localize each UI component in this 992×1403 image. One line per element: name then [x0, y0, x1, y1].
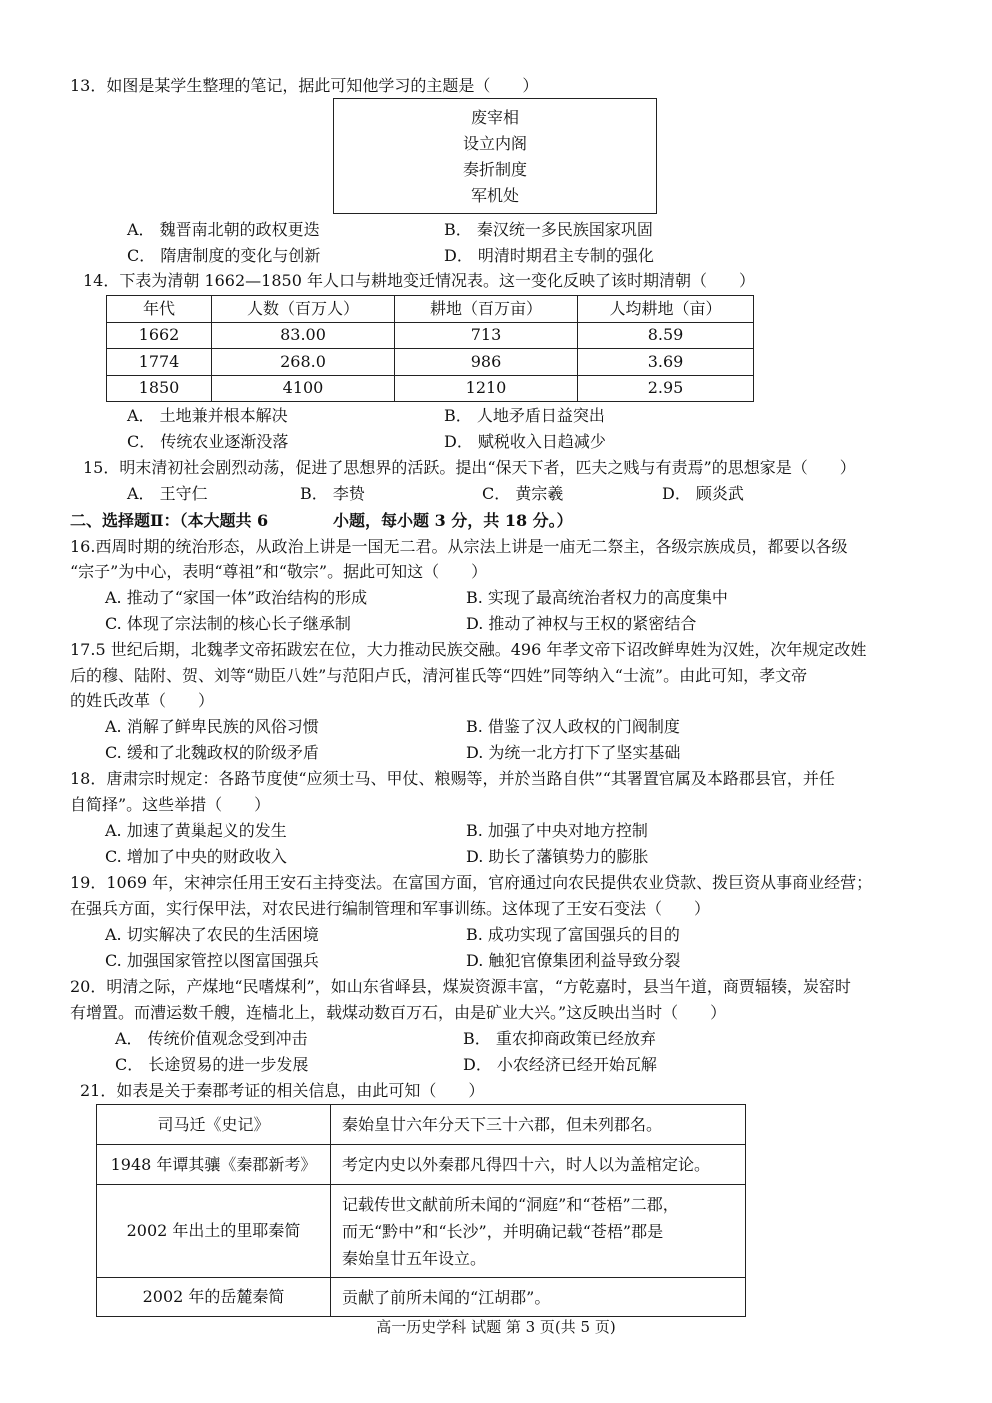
- q21-table: [96, 1104, 746, 1317]
- q16-option-c: C. 体现了宗法制的核心长子继承制: [105, 614, 351, 633]
- q21-stem: 21．如表是关于秦郡考证的相关信息，由此可知（ ）: [80, 1081, 485, 1100]
- table-row: [107, 349, 754, 376]
- q20-option-c: C． 长途贸易的进一步发展: [115, 1055, 309, 1074]
- content-line: 记载传世文献前所未闻的“洞庭”和“苍梧”二郡，: [342, 1194, 679, 1214]
- note-line: 设立内阁: [462, 134, 527, 153]
- q19-option-a: A. 切实解决了农民的生活困境: [105, 925, 319, 944]
- q19-option-d: D. 触犯官僚集团利益导致分裂: [466, 951, 681, 970]
- q17-option-b: B. 借鉴了汉人政权的门阀制度: [466, 717, 680, 736]
- table-cell: 8.59: [578, 322, 754, 349]
- table-header: 耕地（百万亩）: [395, 296, 578, 323]
- table-cell: 1850: [107, 375, 212, 402]
- table-row: [97, 1145, 746, 1185]
- table-cell: 713: [395, 322, 578, 349]
- q18-option-c: C. 增加了中央的财政收入: [105, 847, 287, 866]
- table-cell-source: 2002 年的岳麓秦简: [97, 1278, 331, 1317]
- table-row: [97, 1105, 746, 1145]
- q15-stem: 15．明末清初社会剧烈动荡，促进了思想界的活跃。提出“保天下者，匹夫之贱与有责焉”的思想家是（ ）: [83, 458, 856, 477]
- q18-line: 自简择”。这些举措（ ）: [70, 795, 271, 814]
- q18-option-a: A. 加速了黄巢起义的发生: [105, 821, 287, 840]
- q15-option-c: C． 黄宗羲: [482, 484, 564, 503]
- q15-option-b: B． 李贽: [300, 484, 365, 503]
- q20-option-a: A． 传统价值观念受到冲击: [115, 1029, 308, 1048]
- table-cell: 3.69: [578, 349, 754, 376]
- table-cell-source: 2002 年出土的里耶秦简: [97, 1185, 331, 1278]
- q20-line: 有增置。而漕运数千艘，连樯北上，载煤动数百万石，由是矿业大兴。”这反映出当时（ ）: [70, 1003, 727, 1022]
- q14-option-a: A． 土地兼并根本解决: [127, 406, 288, 425]
- table-cell: 986: [395, 349, 578, 376]
- q15-option-a: A． 王守仁: [127, 484, 208, 503]
- q18-line: 18．唐肃宗时规定：各路节度使“应须士马、甲仗、粮赐等，并於当路自供”“其署置官属及本路郡县官，并任: [70, 769, 835, 788]
- table-header: 人均耕地（亩）: [578, 296, 754, 323]
- table-cell-content: 考定内史以外秦郡凡得四十六，时人以为盖棺定论。: [331, 1145, 746, 1185]
- q14-option-c: C． 传统农业逐渐没落: [127, 432, 289, 451]
- q17-line: 17.5 世纪后期，北魏孝文帝拓跋宏在位，大力推动民族交融。496 年孝文帝下诏改鲜卑姓为汉姓，次年规定改姓: [70, 640, 867, 659]
- content-line: 而无“黔中”和“长沙”，并明确记载“苍梧”郡是: [342, 1221, 664, 1241]
- q17-option-a: A. 消解了鲜卑民族的风俗习惯: [105, 717, 319, 736]
- q17-line: 后的穆、陆附、贺、刘等“勋臣八姓”与范阳卢氏，清河崔氏等“四姓”同等纳入“士流”。由此可知，孝文帝: [70, 666, 808, 685]
- q14-stem: 14．下表为清朝 1662—1850 年人口与耕地变迁情况表。这一变化反映了该时期清朝（ ）: [83, 271, 755, 290]
- q16-option-d: D. 推动了神权与王权的紧密结合: [466, 614, 697, 633]
- q16-line: “宗子”为中心，表明“尊祖”和“敬宗”。据此可知这（ ）: [70, 562, 488, 581]
- q13-option-d: D． 明清时期君主专制的强化: [444, 246, 654, 265]
- table-cell: 1774: [107, 349, 212, 376]
- table-header: 人数（百万人）: [212, 296, 395, 323]
- table-row: [107, 375, 754, 402]
- q16-option-b: B. 实现了最高统治者权力的高度集中: [466, 588, 728, 607]
- q17-option-c: C. 缓和了北魏政权的阶级矛盾: [105, 743, 319, 762]
- q19-line: 19．1069 年，宋神宗任用王安石主持变法。在富国方面，官府通过向农民提供农业贷款、拨巨资从事商业经营；: [70, 873, 873, 892]
- table-row: [97, 1278, 746, 1317]
- q19-option-c: C. 加强国家管控以图富国强兵: [105, 951, 319, 970]
- q13-stem: 13．如图是某学生整理的笔记，据此可知他学习的主题是（ ）: [70, 76, 539, 95]
- content-line: 秦始皇廿五年设立。: [342, 1248, 487, 1268]
- q13-option-a: A． 魏晋南北朝的政权更迭: [127, 220, 320, 239]
- table-cell: 268.0: [212, 349, 395, 376]
- q19-line: 在强兵方面，实行保甲法，对农民进行编制管理和军事训练。这体现了王安石变法（ ）: [70, 899, 711, 918]
- note-line: 奏折制度: [462, 160, 527, 179]
- q13-option-c: C． 隋唐制度的变化与创新: [127, 246, 321, 265]
- note-line: 军机处: [470, 186, 519, 205]
- table-header: 年代: [107, 296, 212, 323]
- table-cell: 1210: [395, 375, 578, 402]
- q16-line: 16.西周时期的统治形态，从政治上讲是一国无二君。从宗法上讲是一庙无二祭主，各级宗族成员，都要以各级: [70, 537, 848, 556]
- q14-option-b: B． 人地矛盾日益突出: [444, 406, 605, 425]
- table-cell-content: 贡献了前所未闻的“江胡郡”。: [331, 1278, 746, 1317]
- note-line: 废宰相: [470, 108, 519, 127]
- q15-option-d: D． 顾炎武: [662, 484, 744, 503]
- q17-line: 的姓氏改革（ ）: [70, 691, 215, 710]
- table-cell-content: [331, 1185, 746, 1278]
- q20-option-b: B． 重农抑商政策已经放弃: [463, 1029, 656, 1048]
- table-row: [97, 1185, 746, 1278]
- q20-line: 20．明清之际，产煤地“民嗜煤利”，如山东省峄县，煤炭资源丰富，“方乾嘉时，县当午道，商贾辐辏，炭窑时: [70, 977, 851, 996]
- table-cell: 4100: [212, 375, 395, 402]
- table-cell-source: 司马迁《史记》: [97, 1105, 331, 1145]
- q18-option-b: B. 加强了中央对地方控制: [466, 821, 648, 840]
- table-cell: 2.95: [578, 375, 754, 402]
- table-cell-source: 1948 年谭其骧《秦郡新考》: [97, 1145, 331, 1185]
- table-cell-content: 秦始皇廿六年分天下三十六郡，但未列郡名。: [331, 1105, 746, 1145]
- table-row: [107, 322, 754, 349]
- table-header-row: [107, 296, 754, 323]
- q14-table: [106, 295, 754, 402]
- q13-option-b: B． 秦汉统一多民族国家巩固: [444, 220, 653, 239]
- q20-option-d: D． 小农经济已经开始瓦解: [463, 1055, 657, 1074]
- table-cell: 1662: [107, 322, 212, 349]
- page-footer: 高一历史学科 试题 第 3 页(共 5 页): [376, 1318, 616, 1336]
- section-title: 二、选择题Ⅱ：（本大题共 6: [70, 511, 269, 530]
- q14-option-d: D． 赋税收入日趋减少: [444, 432, 606, 451]
- q16-option-a: A. 推动了“家国一体”政治结构的形成: [105, 588, 368, 607]
- q17-option-d: D. 为统一北方打下了坚实基础: [466, 743, 681, 762]
- table-cell: 83.00: [212, 322, 395, 349]
- q13-note-box: [333, 98, 657, 214]
- q19-option-b: B. 成功实现了富国强兵的目的: [466, 925, 680, 944]
- section-title-cont: 小题，每小题 3 分，共 18 分。）: [333, 511, 573, 530]
- q18-option-d: D. 助长了藩镇势力的膨胀: [466, 847, 649, 866]
